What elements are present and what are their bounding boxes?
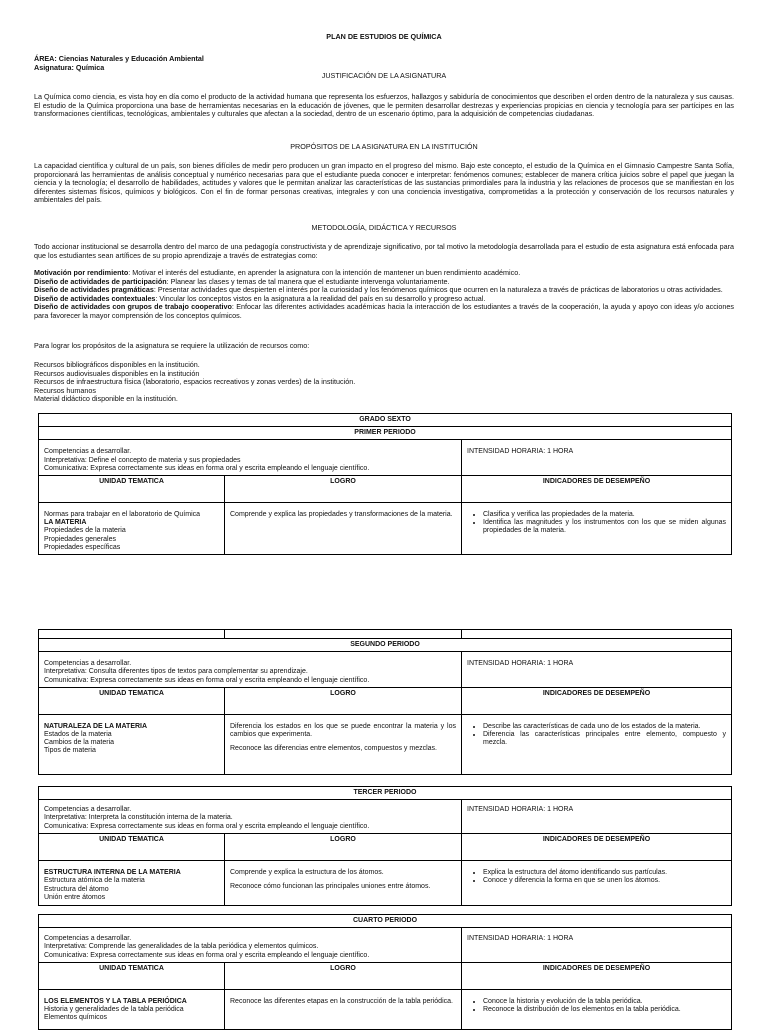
period-table-4: [38, 914, 732, 1030]
resource-item: Recursos audiovisuales disponibles en la institución: [34, 368, 200, 378]
resources-intro: Para lograr los propósitos de la asignatura se requiere la utilización de recursos como:: [34, 341, 310, 350]
period-table-1: [38, 413, 732, 555]
competencies-cell: Competencias a desarrollar. Interpretativa: Consulta diferentes tipos de textos para complementar su aprendizaje. Comunicativa: Expresa correctamente sus ideas en forma oral y escrita empleando el lenguaje científico.: [39, 652, 462, 688]
indicator-item: • Conoce y diferencia la forma en que se unen los átomos.: [483, 877, 726, 885]
indicators-cell: [462, 861, 732, 906]
competencies-cell: Competencias a desarrollar. Interpretativa: Comprende las generalidades de la tabla periódica y elementos químicos. Comunicativa: Expresa correctamente sus ideas en forma oral y escrita empleando el lenguaje científico.: [39, 928, 462, 963]
competencies-cell: Competencias a desarrollar. Interpretativa: Define el concepto de materia y sus propiedades Comunicativa: Expresa correctamente sus ideas en forma oral y escrita empleando el lenguaje científico.: [39, 440, 462, 476]
purposes-heading: PROPÓSITOS DE LA ASIGNATURA EN LA INSTITUCIÓN: [290, 142, 478, 151]
col-header-achievement: LOGRO: [225, 962, 462, 989]
strategy-item: Diseño de actividades contextuales: Vincular los conceptos vistos en la asignatura a la realidad del país en su desarrollo y progreso actual.: [34, 293, 486, 303]
col-header-achievement: LOGRO: [225, 687, 462, 714]
unit-title: LA MATERIA: [44, 519, 87, 527]
unit-cell: LOS ELEMENTOS Y LA TABLA PERIÓDICA Historia y generalidades de la tabla periódica Elementos químicos: [39, 989, 225, 1029]
strategy-list: [34, 269, 734, 321]
achievement-cell: Comprende y explica las propiedades y transformaciones de la materia.: [225, 503, 462, 555]
unit-cell: Normas para trabajar en el laboratorio de Química LA MATERIA Propiedades de la materia Propiedades generales Propiedades específicas: [39, 503, 225, 555]
indicators-cell: [462, 714, 732, 774]
indicator-item: • Clasifica y verifica las propiedades de la materia.: [483, 511, 726, 519]
strategy-item: Diseño de actividades de participación: Planear las clases y temas de tal manera que el estudiante intervenga voluntariamente.: [34, 276, 450, 286]
period-table-2: [38, 629, 732, 775]
unit-cell: NATURALEZA DE LA MATERIA Estados de la materia Cambios de la materia Tipos de materia: [39, 714, 225, 774]
resource-item: Recursos de infraestructura física (laboratorio, espacios recreativos y zonas verdes) de la institución.: [34, 377, 356, 387]
col-header-indicators: INDICADORES DE DESEMPEÑO: [462, 687, 732, 714]
purposes-text: La capacidad científica y cultural de un país, son bienes difíciles de medir pero producen un gran impacto en el progreso del mismo. Bajo este concepto, el estudio de la Química en el Gimnasio Campestre Santa Sofía, proporcionará las herramientas de análisis conceptual y numérico necesarias para que el estudiante pueda conocer e interpretar: fenómenos comunes; establecer de manera crítica juicios sobre el papel que juegan la ciencia y la tecnología; el desarrollo de habilidades, actitudes y valores que le permitan analizar las características de las sustancias primordiales para la industria y las relaciones de procesos que se manifiestan en los diferentes sistemas físicos, químicos y biológicos. Con el fin de formar personas creativas, integrales y con una conciencia investigativa, comprometidas a la protección y conservación de los recursos naturales y ambientales del país.: [34, 161, 734, 205]
document-title: PLAN DE ESTUDIOS DE QUÍMICA: [326, 32, 442, 41]
unit-title: ESTRUCTURA INTERNA DE LA MATERIA: [44, 869, 181, 877]
col-header-unit: UNIDAD TEMATICA: [39, 834, 225, 861]
indicator-item: • Reconoce la distribución de los elementos en la tabla periódica.: [483, 1006, 726, 1014]
strategy-item: Motivación por rendimiento: Motivar el interés del estudiante, en aprender la asignatura con la intención de mantener un buen rendimiento académico.: [34, 268, 521, 277]
subject-label: Asignatura: Química: [34, 63, 105, 72]
justification-text: La Química como ciencia, es vista hoy en día como el producto de la actividad humana que representa los esfuerzos, hallazgos y sabiduría de conocimientos que describen el orden dentro de la naturaleza y sus causas. El estudio de la Química proporciona una base de herramientas necesarias en la educación de jóvenes, que le permiten desarrollar destrezas y experiencias propicias en ciencia y tecnología para ser partícipes en las transformaciones científicas, tecnológicas, ambientales y culturales que afectan a la sociedad, dentro de un escenario óptimo, para la adquisición de competencias ciudadanas.: [34, 92, 734, 119]
period-title: PRIMER PERIODO: [39, 427, 732, 440]
indicator-item: • Explica la estructura del átomo identificando sus partículas.: [483, 869, 726, 877]
period-title: CUARTO PERIODO: [39, 915, 732, 928]
col-header-unit: UNIDAD TEMATICA: [39, 962, 225, 989]
hours-cell: INTENSIDAD HORARIA: 1 HORA: [462, 440, 732, 476]
grade-title: GRADO SEXTO: [39, 414, 732, 427]
justification-heading: JUSTIFICACIÓN DE LA ASIGNATURA: [321, 71, 447, 80]
competencies-cell: Competencias a desarrollar. Interpretativa: Interpreta la constitución interna de la materia. Comunicativa: Expresa correctamente sus ideas en forma oral y escrita empleando el lenguaje científico.: [39, 800, 462, 834]
resource-item: Recursos bibliográficos disponibles en la institución.: [34, 360, 200, 369]
achievement-cell: Comprende y explica la estructura de los átomos. Reconoce cómo funcionan las principales uniones entre átomos.: [225, 861, 462, 906]
col-header-unit: UNIDAD TEMATICA: [39, 476, 225, 503]
indicators-cell: [462, 989, 732, 1029]
indicator-item: • Describe las características de cada uno de los estados de la materia.: [483, 723, 726, 731]
col-header-achievement: LOGRO: [225, 834, 462, 861]
indicator-item: • Identifica las magnitudes y los instrumentos con los que se miden algunas propiedades de la materia.: [483, 519, 726, 535]
unit-title: LOS ELEMENTOS Y LA TABLA PERIÓDICA: [44, 997, 187, 1005]
unit-cell: ESTRUCTURA INTERNA DE LA MATERIA Estructura atómica de la materia Estructura del átomo Unión entre átomos: [39, 861, 225, 906]
resource-item: Material didáctico disponible en la institución.: [34, 394, 178, 404]
methodology-intro: Todo accionar institucional se desarrolla dentro del marco de una pedagogía constructivista y de aprendizaje significativo, por tal motivo la metodología desarrollada para el estudio de esta asignatura está enfocada para que los estudiantes sean artífices de su propio aprendizaje a través de estrategias como:: [34, 242, 734, 260]
hours-cell: INTENSIDAD HORARIA: 1 HORA: [462, 928, 732, 963]
unit-title: NATURALEZA DE LA MATERIA: [44, 722, 148, 730]
col-header-unit: UNIDAD TEMATICA: [39, 687, 225, 714]
period-title: SEGUNDO PERIODO: [39, 639, 732, 652]
achievement-cell: Diferencia los estados en los que se puede encontrar la materia y los cambios que experimenta. Reconoce las diferencias entre elementos, compuestos y mezclas.: [225, 714, 462, 774]
hours-cell: INTENSIDAD HORARIA: 1 HORA: [462, 800, 732, 834]
indicators-cell: [462, 503, 732, 555]
indicator-item: • Conoce la historia y evolución de la tabla periódica.: [483, 998, 726, 1006]
hours-cell: INTENSIDAD HORARIA: 1 HORA: [462, 652, 732, 688]
methodology-heading: METODOLOGÍA, DIDÁCTICA Y RECURSOS: [311, 223, 457, 232]
indicator-item: • Diferencia las características principales entre elemento, compuesto y mezcla.: [483, 731, 726, 747]
area-label: ÁREA: Ciencias Naturales y Educación Ambiental: [34, 54, 204, 63]
resource-item: Recursos humanos: [34, 385, 96, 395]
col-header-indicators: INDICADORES DE DESEMPEÑO: [462, 476, 732, 503]
strategy-item: Diseño de actividades con grupos de trabajo cooperativo: Enfocar las diferentes actividades académicas hacia la interacción de los estudiantes a través de la cooperación, la ayuda y apoyo con ideas y/o acciones para favorecer la mayor comprensión de los conceptos químicos.: [34, 302, 734, 320]
col-header-achievement: LOGRO: [225, 476, 462, 503]
achievement-cell: Reconoce las diferentes etapas en la construcción de la tabla periódica.: [225, 989, 462, 1029]
period-title: TERCER PERIODO: [39, 787, 732, 800]
resources-list: [34, 361, 734, 404]
period-table-3: [38, 786, 732, 906]
col-header-indicators: INDICADORES DE DESEMPEÑO: [462, 962, 732, 989]
col-header-indicators: INDICADORES DE DESEMPEÑO: [462, 834, 732, 861]
strategy-item: Diseño de actividades pragmáticas: Presentar actividades que despierten el interés por la curiosidad y los fenómenos químicos que ocurren en la naturaleza a través de prácticas de laboratorios u otras actividades.: [34, 285, 723, 295]
